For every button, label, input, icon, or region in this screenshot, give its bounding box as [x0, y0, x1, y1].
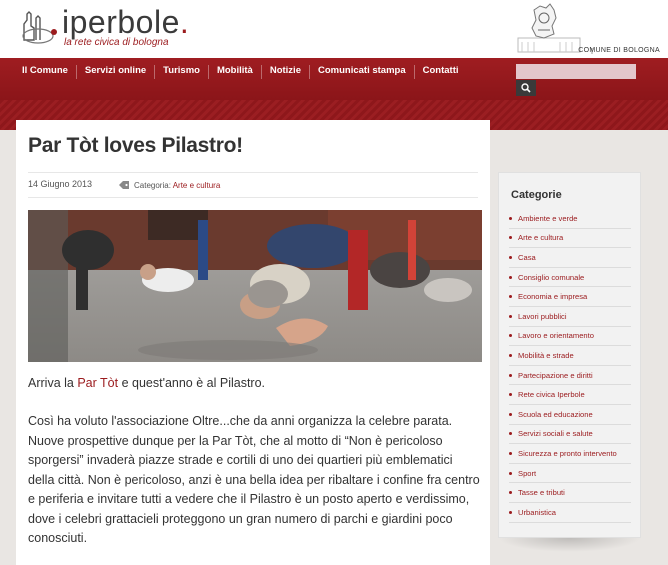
category-label: Ambiente e verde	[518, 213, 578, 223]
search-input[interactable]	[516, 64, 636, 79]
nav-turismo[interactable]: Turismo	[155, 65, 209, 79]
category-lavori-pubblici[interactable]	[509, 307, 631, 327]
category-list	[509, 209, 631, 523]
category-tasse-e-tributi[interactable]	[509, 483, 631, 503]
category-mobilita-e-strade[interactable]	[509, 346, 631, 366]
category-urbanistica[interactable]	[509, 503, 631, 523]
article-title: Par Tòt loves Pilastro!	[28, 134, 243, 157]
sidebar-title: Categorie	[511, 189, 562, 201]
article-intro	[28, 376, 265, 390]
site-header	[0, 0, 668, 58]
search-icon	[521, 83, 531, 93]
nav-mobilita[interactable]: Mobilità	[209, 65, 262, 79]
nav-contatti[interactable]: Contatti	[422, 65, 459, 76]
category-arte-e-cultura[interactable]	[509, 229, 631, 249]
article-meta	[28, 172, 478, 198]
category-label: Partecipazione e diritti	[518, 370, 593, 380]
category-casa[interactable]	[509, 248, 631, 268]
category-label: Tasse e tributi	[518, 488, 565, 498]
category-label: Rete civica Iperbole	[518, 390, 585, 400]
nav-servizi-online[interactable]: Servizi online	[77, 65, 155, 79]
par-tot-link[interactable]: Par Tòt	[77, 376, 119, 390]
category-label: Mobilità e strade	[518, 350, 574, 360]
article-date: 14 Giugno 2013	[28, 179, 93, 189]
category-label: Categoria:	[134, 181, 171, 190]
nav-comunicati-stampa[interactable]: Comunicati stampa	[310, 65, 415, 79]
bullet-icon	[509, 491, 512, 494]
intro-text-start: Arriva la	[28, 376, 78, 390]
category-label: Lavori pubblici	[518, 311, 567, 321]
intro-text-end: e quest'anno è al Pilastro.	[118, 376, 266, 390]
category-label: Servizi sociali e salute	[518, 429, 593, 439]
category-sport[interactable]	[509, 464, 631, 484]
dancers-photo-image	[28, 210, 482, 362]
category-label: Scuola ed educazione	[518, 409, 593, 419]
category-economia-e-impresa[interactable]	[509, 287, 631, 307]
category-ambiente-e-verde[interactable]	[509, 209, 631, 229]
category-link[interactable]: Arte e cultura	[172, 181, 221, 190]
article	[16, 120, 490, 565]
bullet-icon	[509, 217, 512, 220]
article-photo	[28, 210, 482, 362]
nav-notizie[interactable]: Notizie	[262, 65, 310, 79]
nav-il-comune[interactable]: Il Comune	[14, 65, 77, 79]
bullet-icon	[509, 276, 512, 279]
category-info	[134, 181, 220, 190]
category-label: Urbanistica	[518, 507, 556, 517]
category-partecipazione-e-diritti[interactable]	[509, 366, 631, 386]
category-servizi-sociali-e-salute[interactable]	[509, 425, 631, 445]
bologna-towers-logo-icon	[18, 6, 62, 46]
bullet-icon	[509, 256, 512, 259]
categories-sidebar	[498, 172, 641, 538]
article-paragraph: Così ha voluto l'associazione Oltre...che da anni organizza la celebre parata. Nuove prospettive dunque per la Par Tòt, che al motto di “Non è pericoloso sporgersi” invaderà piazze strade e cortili di uno dei quartieri più emblematici della città. Non è pericoloso, anzi è una bella idea per ribaltare i confine fra centro e periferia e invitare tutti a vedere che il Pilastro è un posto aperto e verdissimo, dove i celebri grattacieli proteggono un gran numero di parchi e giardini poco conosciuti.	[28, 414, 480, 545]
bullet-icon	[509, 315, 512, 318]
category-scuola-ed-educazione[interactable]	[509, 405, 631, 425]
tag-icon	[118, 179, 130, 191]
category-label: Consiglio comunale	[518, 272, 585, 282]
bullet-icon	[509, 374, 512, 377]
bullet-icon	[509, 236, 512, 239]
category-rete-civica-iperbole[interactable]	[509, 385, 631, 405]
logo-wordmark: iperbole.	[62, 4, 190, 40]
category-lavoro-e-orientamento[interactable]	[509, 327, 631, 347]
comune-label: COMUNE DI BOLOGNA	[578, 47, 660, 54]
search-button[interactable]	[516, 80, 536, 96]
category-consiglio-comunale[interactable]	[509, 268, 631, 288]
category-label: Economia e impresa	[518, 292, 588, 302]
category-label: Casa	[518, 252, 536, 262]
bullet-icon	[509, 393, 512, 396]
bullet-icon	[509, 452, 512, 455]
category-sicurezza-e-pronto-intervento[interactable]	[509, 444, 631, 464]
category-label: Sicurezza e pronto intervento	[518, 448, 617, 458]
category-label: Sport	[518, 468, 537, 478]
bullet-icon	[509, 432, 512, 435]
logo-tagline: la rete civica di bologna	[64, 37, 169, 48]
iperbole-logo[interactable]	[18, 6, 218, 50]
comune-di-bologna-logo[interactable]	[514, 2, 664, 58]
bullet-icon	[509, 413, 512, 416]
bullet-icon	[509, 295, 512, 298]
category-label: Lavoro e orientamento	[518, 331, 594, 341]
bullet-icon	[509, 354, 512, 357]
bullet-icon	[509, 334, 512, 337]
bullet-icon	[509, 472, 512, 475]
bullet-icon	[509, 511, 512, 514]
sidebar-shadow	[498, 538, 641, 552]
category-label: Arte e cultura	[518, 233, 564, 243]
